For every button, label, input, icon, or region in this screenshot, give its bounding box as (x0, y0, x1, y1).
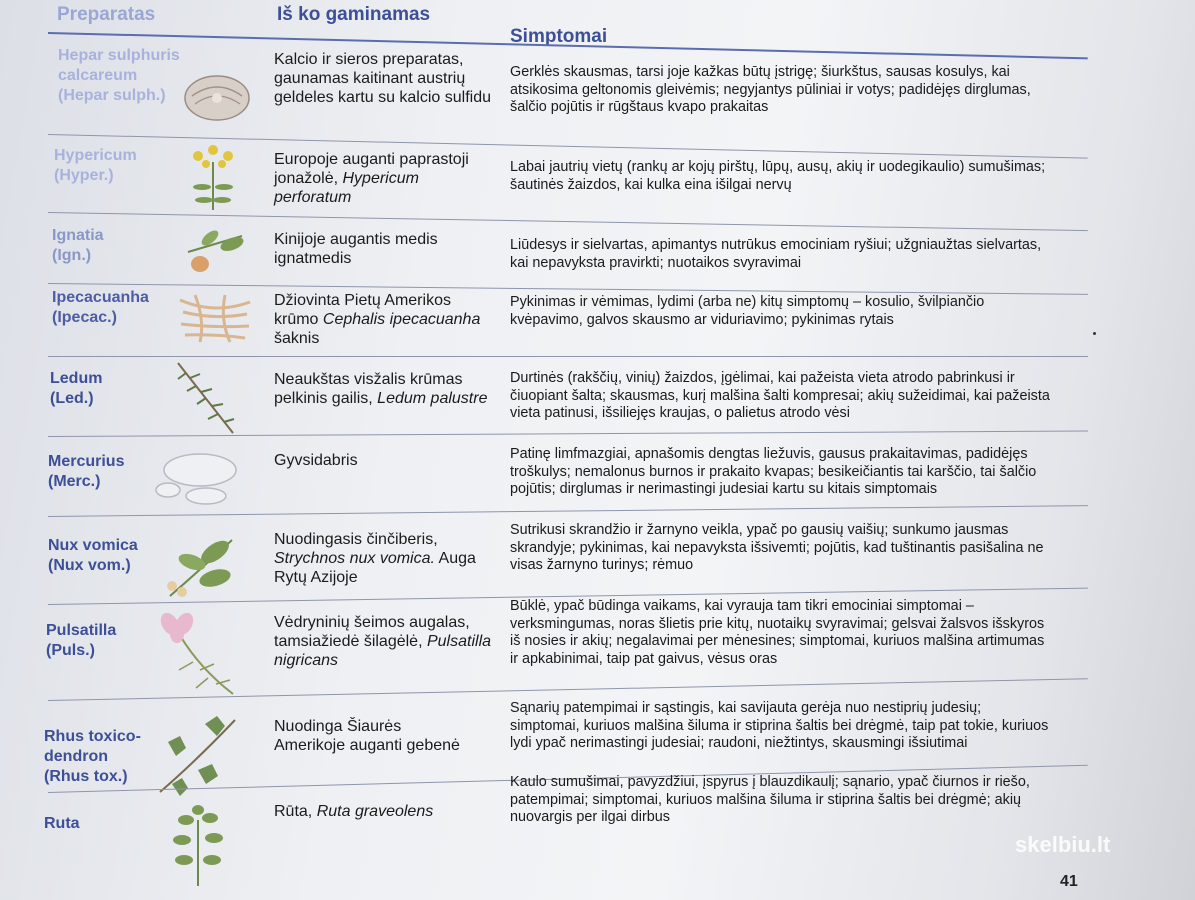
remedy-abbr: (Ipecac.) (52, 309, 117, 326)
page-number: 41 (1060, 873, 1078, 890)
remedy-title: Hepar sulphuris calcareum (58, 47, 180, 84)
rue-plant-icon (158, 800, 238, 888)
symptoms-text: Liūdesys ir sielvartas, apimantys nutrūkus emociniam ryšiui; užgniaužtas sielvartas, kai nepavyksta pravirkti; nuotaikos svyravimai (510, 237, 1042, 271)
source-latin: Ruta graveolens (316, 803, 434, 820)
source-text (274, 370, 499, 408)
source-latin: Pulsatilla nigricans (274, 633, 492, 669)
source-text (274, 530, 499, 587)
source-text: Nuodinga Šiaurės Amerikoje auganti gebenė (274, 718, 460, 754)
symptoms-text: Patinę limfmazgiai, apnašomis dengtas liežuvis, gausus prakaitavimas, padidėjęs troškulys; nemalonus burnos ir prakaito kvapas; besikeičiantis tai karščio, tai šalčio pojūtis; dirglumas ir nerimastingi judesiai kartu su kitais simptomais (510, 446, 1037, 497)
source-latin: Strychnos nux vomica. (274, 550, 435, 567)
remedy-abbr: (Hyper.) (54, 167, 114, 184)
ledum-sprig-icon (168, 358, 243, 438)
mercury-drops-icon (148, 448, 243, 508)
symptoms-text: Pykinimas ir vėmimas, lydimi (arba ne) kitų simptomų – kosulio, švilpiančio kvėpavimo, galvos skausmo ar viduriavimo; pykinimas rytais (510, 294, 985, 328)
symptoms-text: Būklė, ypač būdinga vaikams, kai vyrauja tam tikri emociniai simptomai – verksmingumas, noras šlietis prie kitų, nuotaikų svyravimai; gelsvai žalsvos išskyros iš nosies ir akių; negalavimai per mėnesines; simptomai, kuriuos malšina artimumas ir apkabinimai, taip pat gaivus, vėsus oras (510, 598, 1045, 667)
row-divider (48, 356, 1088, 357)
remedy-abbr: (Merc.) (48, 473, 101, 490)
remedy-abbr: (Hepar sulph.) (58, 87, 166, 104)
source-text (274, 613, 499, 670)
remedy-name (52, 288, 192, 328)
source-text (274, 150, 499, 207)
header-symptoms: Simptomai (510, 26, 608, 47)
root-icon (175, 290, 255, 345)
watermark: skelbiu.lt (1015, 832, 1111, 857)
remedy-name (52, 226, 182, 266)
remedy-abbr: (Nux vom.) (48, 557, 131, 574)
header-source: Iš ko gaminamas (277, 4, 431, 25)
source-part: Džiovinta Pietų Amerikos krūmo (274, 292, 451, 328)
ignatia-bean-icon (180, 222, 250, 277)
source-part: Auga Rytų Azijoje (274, 550, 476, 586)
remedy-title: Rhus toxico- dendron (44, 728, 141, 765)
ink-dot (1093, 332, 1096, 335)
symptoms-text: Labai jautrių vietų (rankų ar kojų pirštų, lūpų, ausų, akių ir uodegikaulio) sumušimas; šautinės žaizdos, kai kulka eina išilgai nervų (510, 159, 1046, 193)
symptoms-text: Durtinės (rakščių, vinių) žaizdos, įgėlimai, kai pažeista vieta atrodo pabrinkusi ir čiuopiant šalta; skausmas, kurį malšina šalti kompresai; akių sužeidimai, kai pažeista vieta patinusi, išsiliejęs kraujas, o palietus atrodo vėsi (510, 370, 1050, 421)
source-part: Vėdryninių šeimos augalas, tamsiažiedė šilagėlė, (274, 614, 470, 650)
st-johns-wort-icon (178, 142, 248, 212)
oyster-shell-icon (180, 70, 255, 125)
source-part: Europoje auganti paprastoji jonažolė, (274, 151, 469, 187)
source-latin: Ledum palustre (377, 390, 488, 407)
remedy-title: Ipecacuanha (52, 289, 149, 306)
source-part: Nuodingasis činčiberis, (274, 531, 438, 548)
remedy-name (54, 146, 184, 186)
source-text (274, 291, 499, 348)
symptoms-text: Kaulo sumušimai, pavyzdžiui, įspyrus į blauzdikaulį; sąnario, ypač čiurnos ir riešo, patempimai; simptomai, kuriuos malšina šiluma ir stiprina šaltis bei drėgmė; akių nuovargis per ilgai dirbus (510, 774, 1030, 825)
nux-vomica-leaf-icon (160, 530, 240, 602)
pasque-flower-icon (148, 612, 243, 702)
source-text: Kinijoje augantis medis ignatmedis (274, 231, 438, 267)
source-part: Rūta, (274, 803, 313, 820)
source-text: Kalcio ir sieros preparatas, gaunamas kaitinant austrių geldeles kartu su kalcio sulfidu (274, 51, 492, 106)
remedy-name (44, 814, 144, 834)
remedy-name (50, 369, 180, 409)
source-part: šaknis (274, 330, 320, 347)
remedy-title: Ignatia (52, 227, 104, 244)
source-part: Neaukštas visžalis krūmas pelkinis gailis, (274, 371, 463, 407)
header-preparation: Preparatas (57, 4, 156, 25)
remedy-abbr: (Puls.) (46, 642, 95, 659)
remedy-title: Ledum (50, 370, 103, 387)
remedy-title: Ruta (44, 815, 80, 832)
remedy-name (48, 536, 178, 576)
remedy-title: Hypericum (54, 147, 137, 164)
source-text: Gyvsidabris (274, 452, 358, 469)
symptoms-text: Gerklės skausmas, tarsi joje kažkas būtų įstrigę; šiurkštus, sausas kosulys, kai atsikosima geltonomis gleivėmis; negyjantys pūliniai ir votys; padidėjęs dirglumas, šalčio pojūtis ir rūgštaus kvapo prakaitas (510, 64, 1031, 115)
source-latin: Cephalis ipecacuanha (322, 311, 481, 328)
remedy-abbr: (Rhus tox.) (44, 768, 128, 785)
source-text (274, 802, 499, 821)
remedy-title: Nux vomica (48, 537, 138, 554)
symptoms-text: Sąnarių patempimai ir sąstingis, kai savijauta gerėja nuo nestiprių judesių; simptomai, kuriuos malšina šiluma ir stiprina šaltis bei drėgmė, taip pat tokie, kuriuos lydi ypač nerimastingi judesiai; raudoni, niežtintys, skausmingi išsiutimai (510, 700, 1049, 751)
remedy-title: Mercurius (48, 453, 125, 470)
remedy-title: Pulsatilla (46, 622, 117, 639)
source-latin: Hypericum perforatum (274, 170, 419, 206)
symptoms-text: Sutrikusi skrandžio ir žarnyno veikla, ypač po gausių vaišių; sunkumo jausmas skrandyje; pykinimas, kai nepavyksta išsivemti; pojūtis, kad tuštinantis pasišalina ne visas žarnyno turinys; rėmuo (510, 522, 1044, 573)
remedy-abbr: (Ign.) (52, 247, 92, 264)
remedy-abbr: (Led.) (50, 390, 94, 407)
